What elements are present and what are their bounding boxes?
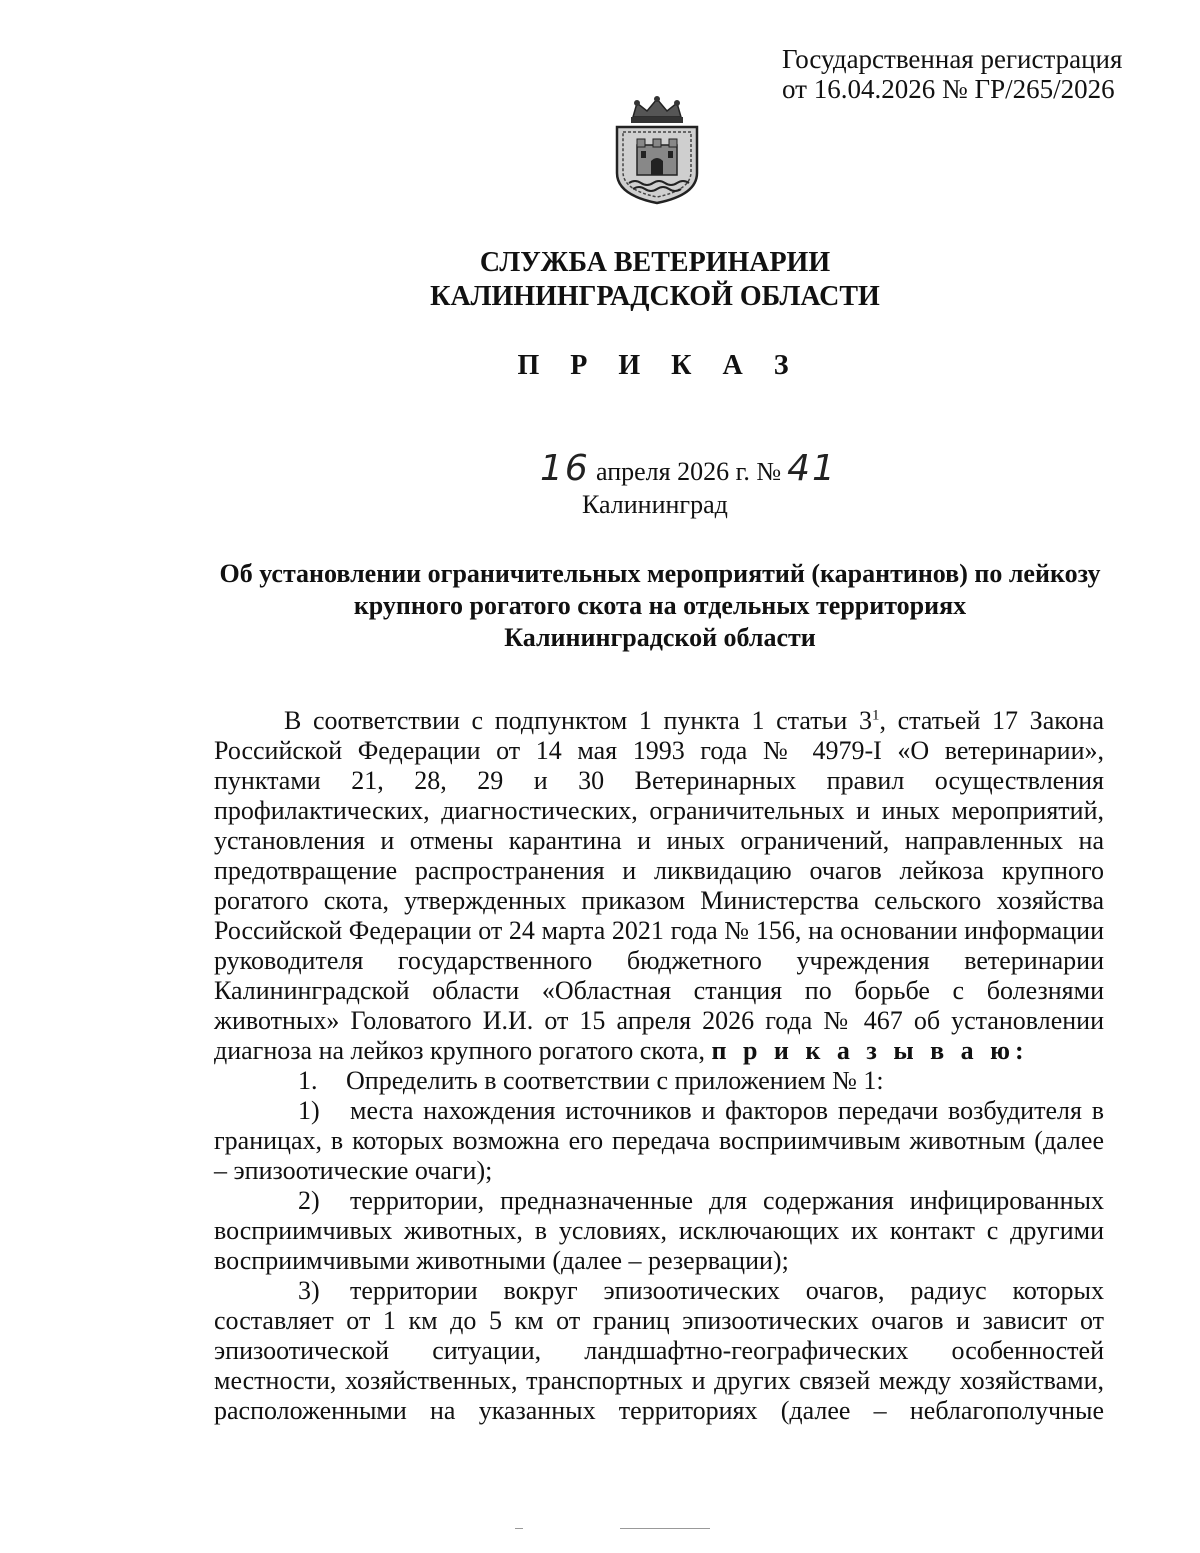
handwritten-number: 41 — [787, 448, 837, 489]
preamble-text-b: , статьей 17 Закона Российской Федерации от 14 мая 1993 года № 4979-I «О ветеринарии», пунктами 21, 28, 29 и 30 Ветеринарных правил осуществления профилактических, диагностических, ограничительных и иных мероприятий, установления и отмены карантина и иных ограничений, направленных на предотвращение распространения и ликвидацию очагов лейкоза крупного рогатого скота, утвержденных приказом Министерства сельского хозяйства Российской Федерации от 24 марта 2021 года № 156, на основании информации руководителя государственного бюджетного учреждения ветеринарии Калининградской области «Областная станция по борьбе с болезнями животных» Головатого И.И. от 15 апреля 2026 года № 467 об установлении диагноза на лейкоз крупного рогатого скота, — [214, 706, 1105, 1065]
order-word: п р и к а з ы в а ю: — [711, 1036, 1029, 1065]
date-text: апреля 2026 г. № — [596, 457, 782, 486]
organization-line-2: КАЛИНИНГРАДСКОЙ ОБЛАСТИ — [430, 281, 880, 312]
organization-name — [0, 246, 1200, 314]
preamble-text-a: В соответствии с подпунктом 1 пункта 1 статьи 3 — [284, 706, 872, 735]
coat-of-arms-icon — [607, 95, 707, 205]
document-date-line — [540, 448, 837, 489]
subitem-3-number: 3) — [298, 1276, 320, 1305]
document-type — [0, 350, 1200, 382]
article-superscript: 1 — [871, 707, 880, 724]
subitem-3-text: территории вокруг эпизоотических очагов, радиус которых составляет от 1 км до 5 км от границ эпизоотических очагов и зависит от эпизоотической ситуации, ландшафтно-географических особенностей местности, хозяйственных, транспортных и других связей между хозяйствами, расположенными на указанных территориях (далее – неблагополучные — [214, 1276, 1104, 1425]
scan-artifact-dot — [515, 1528, 523, 1529]
registration-line-2: от 16.04.2026 № ГР/265/2026 — [782, 74, 1115, 104]
registration-line-1: Государственная регистрация — [782, 44, 1123, 74]
preamble-paragraph — [214, 706, 1104, 1066]
subitem-2-text: территории, предназначенные для содержания инфицированных восприимчивых животных, в условиях, исключающих их контакт с другими восприимчивыми животными (далее – резервации); — [214, 1186, 1104, 1275]
handwritten-day: 16 — [540, 448, 590, 489]
subitem-3 — [214, 1276, 1104, 1426]
scan-artifact-line — [620, 1528, 710, 1529]
subitem-2-number: 2) — [298, 1186, 320, 1215]
subitem-1-text: места нахождения источников и факторов передачи возбудителя в границах, в которых возможна его передача восприимчивым животным (далее – эпизоотические очаги); — [214, 1096, 1104, 1185]
subitem-1-number: 1) — [298, 1096, 320, 1125]
title-line-3: Калининградской области — [504, 623, 816, 652]
item-1-text: Определить в соответствии с приложением № 1: — [346, 1066, 884, 1095]
document-type-label: П Р И К А З — [517, 350, 801, 381]
item-1-number: 1. — [298, 1066, 318, 1095]
title-line-1: Об установлении ограничительных мероприятий (карантинов) по лейкозу — [219, 559, 1101, 588]
document-body — [214, 706, 1104, 1426]
organization-line-1: СЛУЖБА ВЕТЕРИНАРИИ — [479, 247, 831, 278]
document-title — [160, 558, 1160, 654]
title-line-2: крупного рогатого скота на отдельных территориях — [353, 591, 967, 620]
order-item-1 — [214, 1066, 1104, 1096]
subitem-2 — [214, 1186, 1104, 1276]
subitem-1 — [214, 1096, 1104, 1186]
city-name: Калининград — [582, 490, 728, 519]
registration-stamp — [782, 44, 1122, 104]
